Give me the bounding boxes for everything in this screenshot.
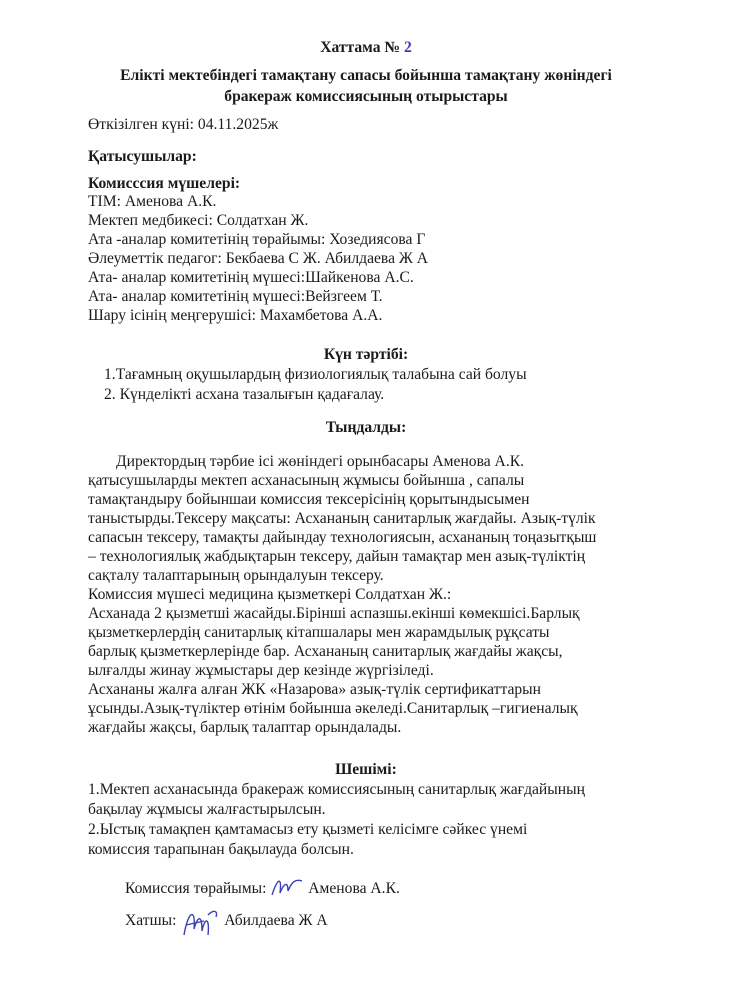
member: Ата- аналар комитетінің мүшесі:Шайкенова А.С. <box>88 269 414 286</box>
decision-line: комиссия тарапынан бақылауда болсын. <box>88 841 354 858</box>
decision-text <box>88 780 585 860</box>
member: Мектеп медбикесі: Солдатхан Ж. <box>88 212 309 229</box>
decision-line: 1.Мектеп асханасында бракераж комиссиясының санитарлық жағдайының <box>88 781 585 798</box>
heard-heading: Тыңдалды: <box>325 419 407 436</box>
heard-line: жағдайы жақсы, барлық талаптар орындалады. <box>88 719 402 736</box>
agenda-item: 2. Күнделікті асхана тазалығын қадағалау. <box>104 386 385 403</box>
agenda-item: 1.Тағамның оқушылардың физиологиялық талабына сай болуы <box>104 366 527 383</box>
heard-line: қатысушыларды мектеп асханасының жұмысы бойынша , сапалы <box>88 472 525 489</box>
member: Ата- аналар комитетінің мүшесі:Вейзгеем Т. <box>88 288 383 305</box>
heard-line: Директордың тәрбие ісі жөніндегі орынбасары Аменова А.К. <box>116 453 525 470</box>
members-list <box>88 192 428 325</box>
heard-line: – технологиялық жабдықтарын тексеру, дайын тамақтар мен азық-түліктің <box>88 548 586 565</box>
heard-line: Комиссия мүшесі медицина қызметкері Солдатхан Ж.: <box>88 586 452 603</box>
heard-text <box>88 452 596 737</box>
member: Әлеуметтік педагог: Бекбаева С Ж. Абилдаева Ж А <box>88 250 429 267</box>
heard-line: Асханада 2 қызметші жасайды.Бірінші аспазшы.екінші көмекшісі.Барлық <box>88 605 580 622</box>
agenda-heading: Күн тәртібі: <box>323 346 409 363</box>
signature-name: Абилдаева Ж А <box>224 912 328 929</box>
title-number: 2 <box>403 39 412 56</box>
signature-chair <box>125 875 400 899</box>
heard-line: Асхананы жалға алған ЖК «Назарова» азық-түлік сертификаттарын <box>88 681 541 698</box>
decision-heading: Шешімі: <box>335 761 397 778</box>
heard-line: сақталу талаптарының орындалуын тексеру. <box>88 567 384 584</box>
heard-line: ылғалды жинау жұмыстары дер кезінде жүргізіледі. <box>88 662 434 679</box>
title-label: Хаттама № <box>320 39 401 56</box>
handwritten-signature <box>180 905 220 939</box>
heard-line: сапасын тексеру, тамақты дайындау технологиясын, асхананың тоңазытқыш <box>88 529 597 546</box>
member: ТІМ: Аменова А.К. <box>88 193 217 210</box>
heading-line-1: Елікті мектебіндегі тамақтану сапасы бойынша тамақтану жөніндегі <box>120 67 612 84</box>
participants-heading: Қатысушылар: <box>88 148 197 165</box>
decision-line: бақылау жұмысы жалғастырылсын. <box>88 801 326 818</box>
agenda-list <box>104 365 527 405</box>
signature-name: Аменова А.К. <box>308 880 400 897</box>
document-title <box>0 38 732 57</box>
signature-secretary <box>125 905 328 939</box>
meeting-date: Өткізілген күні: 04.11.2025ж <box>88 116 279 133</box>
heading-line-2: бракераж комиссиясының отырыстары <box>224 88 508 105</box>
commission-heading: Комисссия мүшелері: <box>88 175 241 192</box>
member: Шару ісінің меңгерушісі: Махамбетова А.А. <box>88 307 383 324</box>
decision-line: 2.Ыстық тамақпен қамтамасыз ету қызметі келісімге сәйкес үнемі <box>88 821 528 838</box>
heard-line: тамақтандыру бойыншаи комиссия тексерісінің қорытындысымен <box>88 491 530 508</box>
heard-line: барлық қызметкерлерінде бар. Асхананың санитарлық жағдайы жақсы, <box>88 643 563 660</box>
signature-role: Хатшы: <box>125 912 177 929</box>
heard-line: ұсынды.Азық-түліктер өтінім бойынша әкеледі.Санитарлық –гигиеналық <box>88 700 578 717</box>
handwritten-signature <box>270 875 304 899</box>
member: Ата -аналар комитетінің төрайымы: Хозедиясова Г <box>88 231 426 248</box>
heard-line: таныстырды.Тексеру мақсаты: Асхананың санитарлық жағдайы. Азық-түлік <box>88 510 596 527</box>
signature-role: Комиссия төрайымы: <box>125 880 267 897</box>
heard-line: қызметкерлердің санитарлық кітапшалары мен жарамдылық рұқсаты <box>88 624 550 641</box>
